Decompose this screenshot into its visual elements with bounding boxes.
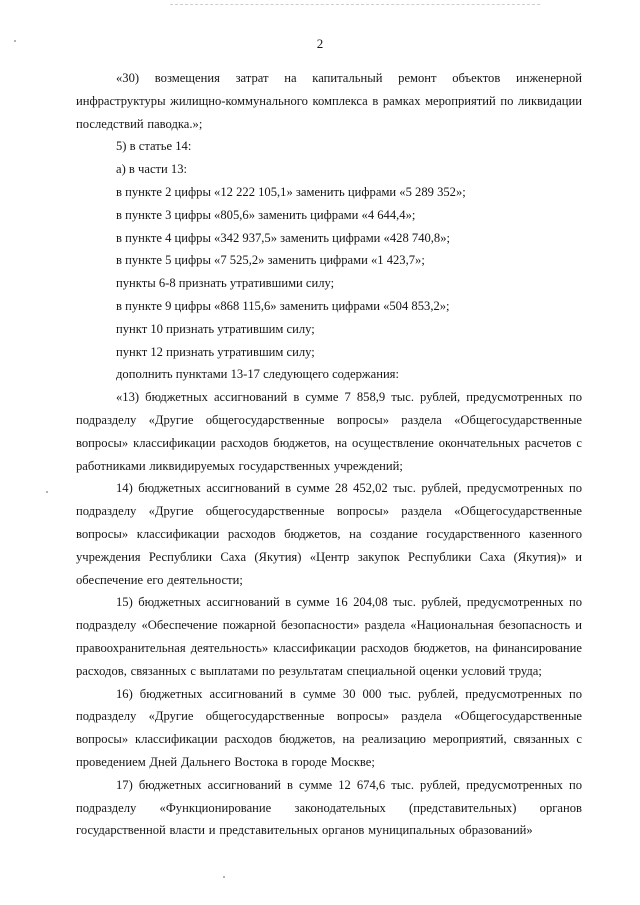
paragraph: 15) бюджетных ассигнований в сумме 16 204,08 тыс. рублей, предусмотренных по подразделу «Обеспечение пожарной безопасности» раздела «Национальная безопасность и правоохранительная деятельность» классификации расходов бюджетов, на финансирование расходов, связанных с выплатами по результатам специальной оценки условий труда; xyxy=(76,595,582,678)
paragraph: 16) бюджетных ассигнований в сумме 30 000 тыс. рублей, предусмотренных по подразделу «Другие общегосударственные вопросы» раздела «Общегосударственные вопросы» классификации расходов бюджетов, на реализацию мероприятий, связанных с проведением Дней Дальнего Востока в городе Москве; xyxy=(76,686,582,769)
list-item: а) в части 13: xyxy=(116,162,188,177)
list-item: 5) в статье 14: xyxy=(116,139,192,154)
list-item: в пункте 3 цифры «805,6» заменить цифрами «4 644,4»; xyxy=(116,207,416,222)
paragraph: 17) бюджетных ассигнований в сумме 12 674,6 тыс. рублей, предусмотренных по подразделу «Функционирование законодательных (представительных) органов государственной власти и представительных органов муниципальных образований» xyxy=(76,777,582,838)
list-item: пункт 10 признать утратившим силу; xyxy=(116,321,315,336)
list-item: пункт 12 признать утратившим силу; xyxy=(116,344,315,359)
document-body xyxy=(76,67,582,842)
page-number: 2 xyxy=(316,36,324,51)
list-item: в пункте 5 цифры «7 525,2» заменить цифрами «1 423,7»; xyxy=(116,253,425,268)
list-item: в пункте 9 цифры «868 115,6» заменить цифрами «504 853,2»; xyxy=(116,298,450,313)
paragraph: «13) бюджетных ассигнований в сумме 7 858,9 тыс. рублей, предусмотренных по подразделу «Другие общегосударственные вопросы» раздела «Общегосударственные вопросы» классификации расходов бюджетов, на осуществление окончательных расчетов с работниками ликвидируемых государственных учреждений; xyxy=(76,390,582,473)
list-item: в пункте 2 цифры «12 222 105,1» заменить цифрами «5 289 352»; xyxy=(116,184,466,199)
paragraph: 14) бюджетных ассигнований в сумме 28 452,02 тыс. рублей, предусмотренных по подразделу «Другие общегосударственные вопросы» раздела «Общегосударственные вопросы» классификации расходов бюджетов, на создание государственного казенного учреждения Республики Саха (Якутия) «Центр закупок Республики Саха (Якутия)» и обеспечение его деятельности; xyxy=(76,481,582,587)
scan-artifact-line xyxy=(170,4,540,7)
scan-speck xyxy=(223,876,225,878)
paragraph: «30) возмещения затрат на капитальный ремонт объектов инженерной инфраструктуры жилищно-коммунального комплекса в рамках мероприятий по ликвидации последствий паводка.»; xyxy=(76,71,582,131)
list-item: дополнить пунктами 13-17 следующего содержания: xyxy=(116,367,399,382)
scan-speck xyxy=(46,491,48,493)
list-item: пункты 6-8 признать утратившими силу; xyxy=(116,276,335,291)
list-item: в пункте 4 цифры «342 937,5» заменить цифрами «428 740,8»; xyxy=(116,230,451,245)
